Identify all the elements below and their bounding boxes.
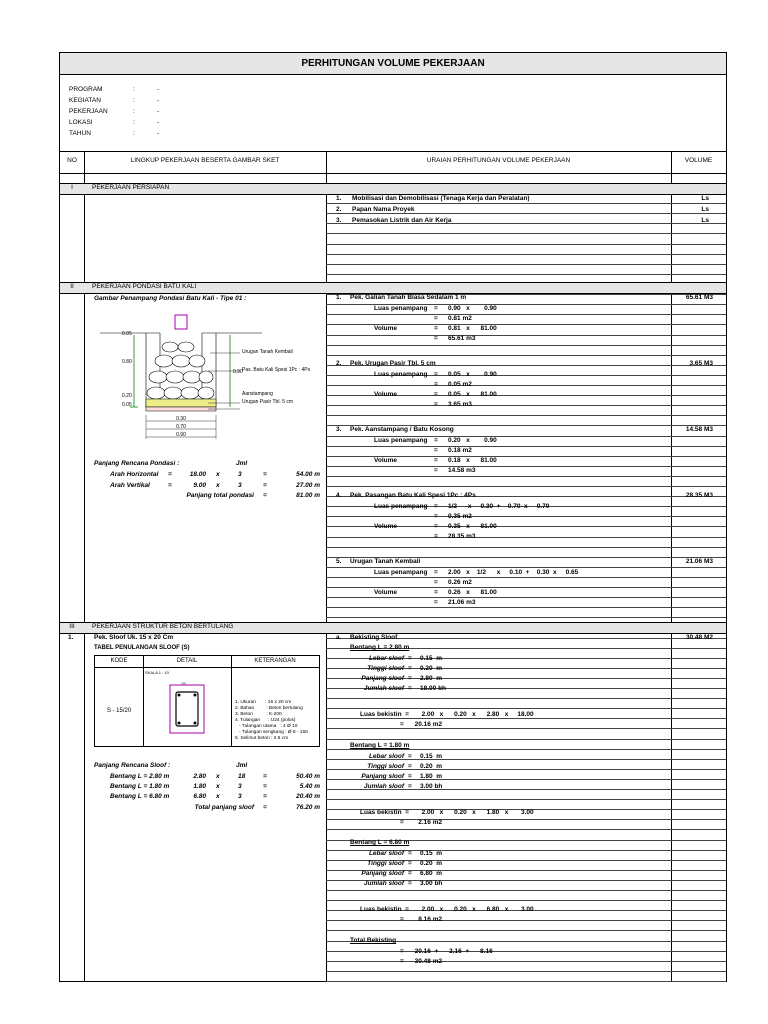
pondasi-total: 81.00 m bbox=[296, 492, 320, 499]
grid-line bbox=[326, 708, 726, 709]
grid-line bbox=[326, 607, 726, 608]
calc-expr: 0.05 m2 bbox=[448, 381, 472, 388]
grid-line bbox=[326, 486, 726, 487]
grid-line bbox=[326, 577, 726, 578]
bentang-label: Jumlah sloof bbox=[363, 880, 404, 887]
sloof-dim: 15 bbox=[181, 681, 186, 686]
calc-expr: 0.35 x 81.00 bbox=[448, 523, 497, 530]
calc-label: Volume bbox=[374, 589, 397, 596]
rencana-total: 20.40 m bbox=[296, 793, 320, 800]
bentang-value: 0.20 m bbox=[420, 860, 443, 867]
rencana-total: 5.40 m bbox=[299, 783, 320, 790]
bentang-value: 0.15 m bbox=[420, 850, 443, 857]
grid-line bbox=[326, 799, 726, 800]
calc-label: Luas penampang bbox=[374, 569, 428, 576]
grid-line bbox=[326, 405, 726, 406]
rencana-a: 6.80 bbox=[193, 793, 206, 800]
rencana-x: x bbox=[216, 773, 220, 780]
rencana-a: 9.00 bbox=[193, 482, 206, 489]
grid-line bbox=[326, 466, 726, 467]
rencana-a: 1.80 bbox=[193, 783, 206, 790]
grid-line bbox=[326, 345, 726, 346]
section2-title: PEKERJAAN PONDASI BATU KALI bbox=[92, 283, 197, 290]
info-sep: : bbox=[133, 97, 135, 104]
grid-line bbox=[326, 930, 726, 931]
info-value: - bbox=[157, 86, 160, 93]
section3-no: III bbox=[69, 623, 75, 630]
task-no: 5. bbox=[336, 558, 342, 565]
calc-expr: 0.26 m2 bbox=[448, 579, 472, 586]
dim-h5: 0.05 bbox=[122, 402, 132, 408]
info-label: KEGIATAN bbox=[69, 97, 101, 104]
bekisting-volume: 30.48 M2 bbox=[685, 634, 713, 641]
dim-w1: 0.30 bbox=[176, 416, 186, 422]
calc-eq: = bbox=[434, 401, 438, 408]
bentang-value: 0.20 m bbox=[420, 665, 443, 672]
calc-expr: 0.18 m2 bbox=[448, 447, 472, 454]
sketch-title: Gambar Penampang Pondasi Batu Kali - Tipe 01 : bbox=[94, 295, 247, 302]
bentang-value: 0.15 m bbox=[420, 655, 443, 662]
bentang-eq: = bbox=[408, 655, 412, 662]
grid-line bbox=[326, 728, 726, 729]
calc-expr: 0.20 x 0.90 bbox=[448, 437, 497, 444]
grid-line bbox=[326, 516, 726, 517]
sloof-item-title: Pek. Sloof Uk. 15 x 20 Cm bbox=[94, 634, 174, 641]
pondasi-total-eq: = bbox=[263, 492, 267, 499]
page-title: PERHITUNGAN VOLUME PEKERJAAN bbox=[301, 58, 485, 69]
calc-expr: 3.65 m3 bbox=[448, 401, 472, 408]
info-value: - bbox=[157, 108, 160, 115]
bentang-title: Bentang L = 2.80 m bbox=[350, 644, 410, 651]
sloof-th-detail: DETAIL bbox=[176, 658, 198, 664]
grid-line bbox=[326, 415, 726, 416]
sketch-label-pas-batu: Pas. Batu Kali Spesi 1Pc : 4Ps bbox=[242, 367, 311, 373]
grid-line bbox=[326, 951, 726, 952]
info-label: PEKERJAAN bbox=[69, 108, 108, 115]
calc-label: Volume bbox=[374, 457, 397, 464]
task-title: Pek. Aanstampang / Batu Kosong bbox=[350, 426, 454, 433]
grid-line bbox=[326, 829, 726, 830]
grid-line bbox=[326, 920, 726, 921]
rencana-total: 27.00 m bbox=[296, 482, 320, 489]
grid-line bbox=[326, 567, 726, 568]
bentang-label: Panjang sloof bbox=[361, 675, 404, 682]
header-no: NO bbox=[67, 157, 77, 164]
calc-eq: = bbox=[434, 599, 438, 606]
calc-label: Luas penampang bbox=[374, 437, 428, 444]
sloof-keterangan-line: 3. Beton : K-200 bbox=[235, 712, 282, 717]
sloof-table-title: TABEL PENULANGAN SLOOF (S) bbox=[94, 645, 190, 651]
calc-label: Luas penampang bbox=[374, 371, 428, 378]
grid-line bbox=[326, 547, 726, 548]
rencana-x: x bbox=[216, 783, 220, 790]
rencana-b: 3 bbox=[238, 482, 242, 489]
rencana-label: Bentang L = 1.80 m bbox=[110, 783, 170, 790]
bentang-eq: = bbox=[408, 870, 412, 877]
rencana-label: Bentang L = 6.80 m bbox=[110, 793, 170, 800]
task-volume: 21.06 M3 bbox=[685, 558, 713, 565]
task-title: Pek. Galian Tanah Biasa Sedalam 1 m bbox=[350, 294, 467, 301]
grid-line bbox=[326, 254, 726, 255]
grid-line bbox=[326, 274, 726, 275]
grid-line bbox=[326, 476, 726, 477]
bentang-label: Panjang sloof bbox=[361, 870, 404, 877]
task-volume: 28.35 M3 bbox=[685, 492, 713, 499]
info-label: LOKASI bbox=[69, 119, 93, 126]
grid-line bbox=[326, 617, 726, 618]
task-no: 2. bbox=[336, 206, 342, 213]
calc-label: Volume bbox=[374, 325, 397, 332]
bentang-value: 0.20 m bbox=[420, 763, 443, 770]
task-volume: 14.58 M3 bbox=[685, 426, 713, 433]
calc-expr: 14.58 m3 bbox=[448, 467, 476, 474]
grid-line bbox=[326, 385, 726, 386]
rencana-x: x bbox=[216, 793, 220, 800]
grid-line bbox=[326, 971, 726, 972]
pondasi-rencana-title: Panjang Rencana Pondasi : bbox=[94, 460, 180, 467]
bentang-label: Lebar sloof bbox=[368, 655, 404, 662]
task-no: 4. bbox=[336, 492, 342, 499]
dim-h1: 0.05 bbox=[122, 331, 132, 337]
calc-eq: = bbox=[434, 335, 438, 342]
calc-eq: = bbox=[434, 589, 438, 596]
calc-eq: = bbox=[434, 371, 438, 378]
bentang-eq: = bbox=[408, 850, 412, 857]
rencana-b: 3 bbox=[238, 793, 242, 800]
grid-line bbox=[326, 981, 726, 982]
bentang-value: 1.80 m bbox=[420, 773, 443, 780]
bentang-value: 3.00 bh bbox=[420, 880, 443, 887]
calc-expr: 0.18 x 81.00 bbox=[448, 457, 497, 464]
bentang-value: 0.15 m bbox=[420, 753, 443, 760]
grid-line bbox=[326, 233, 726, 234]
grid-line bbox=[326, 537, 726, 538]
task-text: Mobilisasi dan Demobilisasi (Tenaga Kerja dan Peralatan) bbox=[352, 195, 530, 202]
grid-line bbox=[326, 739, 726, 740]
sloof-rencana-title: Panjang Rencana Sloof : bbox=[94, 762, 171, 769]
rencana-eq2: = bbox=[263, 482, 267, 489]
bentang-value: 6.80 m bbox=[420, 870, 443, 877]
rencana-b: 3 bbox=[238, 471, 242, 478]
dim-w2: 0.70 bbox=[176, 424, 186, 430]
rencana-eq: = bbox=[263, 793, 267, 800]
calc-eq: = bbox=[434, 325, 438, 332]
total-bekisting-result: = 30.48 m2 bbox=[400, 958, 443, 965]
total-bekisting-calc: = 20.16 + 2.16 + 8.16 bbox=[400, 948, 493, 955]
bentang-eq: = bbox=[408, 880, 412, 887]
sloof-th-ket: KETERANGAN bbox=[254, 658, 296, 664]
bentang-label: Tinggi sloof bbox=[367, 665, 404, 672]
calc-eq: = bbox=[434, 437, 438, 444]
task-text: Papan Nama Proyek bbox=[352, 206, 415, 213]
sketch-label-aanstampang: Aanstampang bbox=[242, 391, 273, 397]
rencana-total: 50.40 m bbox=[296, 773, 320, 780]
bentang-label: Jumlah sloof bbox=[363, 783, 404, 790]
grid-line bbox=[326, 597, 726, 598]
luas-bekisting-calc: Luas bekistin = 2.00 x 0.20 x 2.80 x 18.00 bbox=[360, 711, 534, 718]
luas-bekisting-calc: Luas bekistin = 2.00 x 0.20 x 1.80 x 3.00 bbox=[360, 809, 534, 816]
task-volume: Ls bbox=[701, 217, 709, 224]
header-uraian: URAIAN PERHITUNGAN VOLUME PEKERJAAN bbox=[426, 157, 571, 164]
calc-expr: 0.26 x 81.00 bbox=[448, 589, 497, 596]
bentang-value: 3.00 bh bbox=[420, 783, 443, 790]
calc-eq: = bbox=[434, 305, 438, 312]
task-no: 1. bbox=[336, 195, 342, 202]
bentang-eq: = bbox=[408, 773, 412, 780]
section3-title: PEKERJAAN STRUKTUR BETON BERTULANG bbox=[92, 623, 234, 630]
sloof-rencana-jml: Jml bbox=[236, 762, 248, 769]
calc-expr: 0.05 x 0.90 bbox=[448, 371, 497, 378]
dim-h4: 0.20 bbox=[122, 393, 132, 399]
task-volume: Ls bbox=[701, 206, 709, 213]
rencana-b: 18 bbox=[238, 773, 246, 780]
calc-eq: = bbox=[434, 381, 438, 388]
calc-label: Volume bbox=[374, 523, 397, 530]
grid-line bbox=[326, 890, 726, 891]
calc-eq: = bbox=[434, 447, 438, 454]
calc-eq: = bbox=[434, 523, 438, 530]
grid-line bbox=[326, 900, 726, 901]
grid-line bbox=[326, 587, 726, 588]
rencana-total: 54.00 m bbox=[296, 471, 320, 478]
calc-expr: 0.81 m2 bbox=[448, 315, 472, 322]
calc-label: Luas penampang bbox=[374, 503, 428, 510]
sketch-label-urugan-pasir: Urugan Pasir Tbl. 5 cm bbox=[242, 399, 294, 405]
bentang-eq: = bbox=[408, 763, 412, 770]
total-bekisting-title: Total Bekisting bbox=[350, 937, 397, 944]
bentang-eq: = bbox=[408, 685, 412, 692]
calc-eq: = bbox=[434, 467, 438, 474]
section1-no: I bbox=[71, 184, 73, 191]
rencana-x: x bbox=[216, 482, 220, 489]
sloof-keterangan-line: 1. Ukuran : 15 x 20 cm bbox=[235, 700, 292, 705]
calc-label: Luas penampang bbox=[374, 305, 428, 312]
luas-bekisting-calc: Luas bekistin = 2.00 x 0.20 x 6.80 x 3.00 bbox=[360, 906, 534, 913]
task-title: Urugan Tanah Kembali bbox=[350, 558, 421, 565]
rencana-label: Arah Horizontal bbox=[110, 471, 159, 478]
luas-bekisting-result: = 8.16 m2 bbox=[400, 916, 443, 923]
pondasi-total-label: Panjang total pondasi bbox=[186, 492, 254, 499]
calc-eq: = bbox=[434, 579, 438, 586]
calc-label: Volume bbox=[374, 391, 397, 398]
sloof-item-no: 1. bbox=[68, 634, 74, 641]
sloof-skala: SKALA 1 : 10 bbox=[145, 670, 169, 675]
header-volume: VOLUME bbox=[684, 157, 713, 164]
info-sep: : bbox=[133, 130, 135, 137]
bentang-label: Panjang sloof bbox=[361, 773, 404, 780]
calc-eq: = bbox=[434, 513, 438, 520]
grid-line bbox=[326, 335, 726, 336]
calc-expr: 0.35 m2 bbox=[448, 513, 472, 520]
sloof-section-drawing bbox=[169, 684, 205, 736]
info-sep: : bbox=[133, 119, 135, 126]
bentang-label: Jumlah sloof bbox=[363, 685, 404, 692]
volume-sheet bbox=[59, 52, 727, 982]
luas-bekisting-result: = 2.16 m2 bbox=[400, 819, 443, 826]
grid-line bbox=[326, 314, 726, 315]
task-text: Pemasokan Listrik dan Air Kerja bbox=[352, 217, 452, 224]
bekisting-no: a. bbox=[336, 634, 342, 641]
grid-line bbox=[326, 961, 726, 962]
bentang-label: Tinggi sloof bbox=[367, 763, 404, 770]
calc-expr: 28.35 m3 bbox=[448, 533, 476, 540]
section2-no: II bbox=[70, 283, 74, 290]
calc-eq: = bbox=[434, 569, 438, 576]
info-label: PROGRAM bbox=[69, 86, 103, 93]
calc-expr: 0.81 x 81.00 bbox=[448, 325, 497, 332]
task-volume: 65.61 M3 bbox=[685, 294, 713, 301]
rencana-eq: = bbox=[263, 783, 267, 790]
info-value: - bbox=[157, 119, 160, 126]
grid-line bbox=[326, 698, 726, 699]
dim-w3: 0.90 bbox=[176, 432, 186, 438]
sloof-total: 76.20 m bbox=[296, 804, 320, 811]
rencana-a: 2.80 bbox=[193, 773, 206, 780]
rencana-b: 3 bbox=[238, 783, 242, 790]
rencana-eq: = bbox=[263, 773, 267, 780]
info-label: TAHUN bbox=[69, 130, 91, 137]
task-title: Pek. Pasangan Batu Kali Spesi 1Pc : 4Ps bbox=[350, 492, 476, 499]
calc-expr: 2.00 x 1/2 x 0.10 + 0.30 x 0.65 bbox=[448, 569, 579, 576]
rencana-eq2: = bbox=[263, 471, 267, 478]
sloof-keterangan-line: - Tulangan sengkang : Ø 8 - 150 bbox=[235, 730, 308, 735]
bentang-label: Lebar sloof bbox=[368, 753, 404, 760]
task-no: 2. bbox=[336, 360, 342, 367]
bentang-eq: = bbox=[408, 675, 412, 682]
info-value: - bbox=[157, 97, 160, 104]
bekisting-title: Bekisting Sloof bbox=[350, 634, 398, 641]
calc-eq: = bbox=[434, 503, 438, 510]
pondasi-rencana-jml: Jml bbox=[236, 460, 248, 467]
calc-eq: = bbox=[434, 391, 438, 398]
bentang-title: Bentang L = 6.80 m bbox=[350, 839, 410, 846]
luas-bekisting-result: = 20.16 m2 bbox=[400, 721, 443, 728]
calc-expr: 21.06 m3 bbox=[448, 599, 476, 606]
grid-line bbox=[326, 203, 726, 204]
task-no: 3. bbox=[336, 426, 342, 433]
rencana-a: 18.00 bbox=[189, 471, 206, 478]
sloof-total-eq: = bbox=[263, 804, 267, 811]
rencana-x: x bbox=[216, 471, 220, 478]
bentang-eq: = bbox=[408, 860, 412, 867]
section1-title: PEKERJAAN PERSIAPAN bbox=[92, 184, 170, 191]
sloof-total-label: Total panjang sloof bbox=[194, 804, 254, 811]
task-title: Pek. Urugan Pasir Tbl. 5 cm bbox=[350, 360, 436, 367]
bentang-title: Bentang L = 1.80 m bbox=[350, 742, 410, 749]
sloof-keterangan-line: - Tulangan utama : 4 Ø 10 bbox=[235, 724, 298, 729]
sloof-keterangan-line: 4. Tulangan : U24 (polos) bbox=[235, 718, 296, 723]
bentang-eq: = bbox=[408, 783, 412, 790]
calc-eq: = bbox=[434, 533, 438, 540]
dim-h2: 0.80 bbox=[122, 359, 132, 365]
calc-expr: 0.05 x 81.00 bbox=[448, 391, 497, 398]
task-no: 1. bbox=[336, 294, 342, 301]
calc-expr: 0.90 x 0.90 bbox=[448, 305, 497, 312]
sloof-keterangan-line: 2. Bahan : Beton bertulang bbox=[235, 706, 303, 711]
bentang-value: 18.00 bh bbox=[420, 685, 447, 692]
bentang-label: Lebar sloof bbox=[368, 850, 404, 857]
calc-eq: = bbox=[434, 315, 438, 322]
calc-expr: 65.61 m3 bbox=[448, 335, 476, 342]
grid-line bbox=[326, 819, 726, 820]
sloof-table bbox=[94, 655, 320, 747]
bentang-value: 2.80 m bbox=[420, 675, 443, 682]
dim-h3: 0.90 bbox=[233, 369, 243, 375]
rencana-eq: = bbox=[168, 471, 172, 478]
sloof-kode: S - 15/20 bbox=[106, 708, 132, 714]
rencana-label: Bentang L = 2.80 m bbox=[110, 773, 170, 780]
info-sep: : bbox=[133, 86, 135, 93]
sloof-th-kode: KODE bbox=[110, 658, 128, 664]
bentang-label: Tinggi sloof bbox=[367, 860, 404, 867]
calc-eq: = bbox=[434, 457, 438, 464]
rencana-label: Arah Vertikal bbox=[110, 482, 150, 489]
grid-line bbox=[326, 244, 726, 245]
task-volume: 3.65 M3 bbox=[689, 360, 713, 367]
info-sep: : bbox=[133, 108, 135, 115]
task-no: 3. bbox=[336, 217, 342, 224]
rencana-eq: = bbox=[168, 482, 172, 489]
bentang-eq: = bbox=[408, 753, 412, 760]
grid-line bbox=[326, 264, 726, 265]
header-lingkup: LINGKUP PEKERJAAN BESERTA GAMBAR SKET bbox=[130, 157, 280, 164]
calc-expr: 1/2 x 0.30 + 0.70 x 0.70 bbox=[448, 503, 550, 510]
grid-line bbox=[326, 355, 726, 356]
grid-line bbox=[326, 446, 726, 447]
sketch-label-urugan-kembali: Urugan Tanah Kembali bbox=[242, 349, 293, 355]
task-volume: Ls bbox=[701, 195, 709, 202]
info-value: - bbox=[157, 130, 160, 137]
sloof-keterangan-line: 5. Selimut beton : 2.5 cm bbox=[235, 736, 289, 741]
bentang-eq: = bbox=[408, 665, 412, 672]
